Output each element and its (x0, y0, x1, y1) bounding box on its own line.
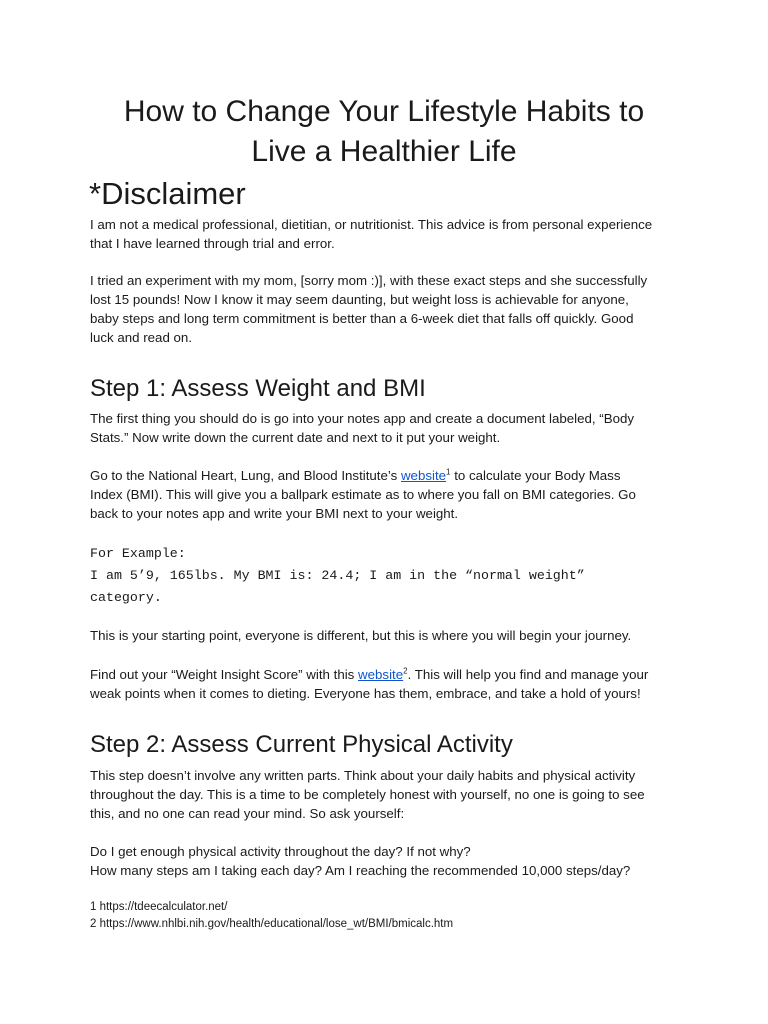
text-fragment: . This will help you find and manage your (407, 667, 649, 682)
footnote-ref-1[interactable]: 1 (446, 467, 451, 477)
text-line: I am not a medical professional, dietitian, or nutritionist. This advice is from personal experience (90, 217, 653, 232)
text-line: Stats.” Now write down the current date and next to it put your weight. (90, 430, 501, 445)
text-line: Index (BMI). This will give you a ballpark estimate as to where you fall on BMI categories. Go (90, 487, 636, 502)
disclaimer-paragraph-1 (90, 215, 690, 253)
text-line: This step doesn’t involve any written parts. Think about your daily habits and physical activity (90, 768, 636, 783)
text-line: luck and read on. (90, 330, 193, 345)
weight-insight-website-link[interactable]: website (358, 667, 404, 682)
question-line: Do I get enough physical activity throughout the day? If not why? (90, 844, 471, 859)
disclaimer-paragraph-2 (90, 271, 690, 347)
example-block (90, 543, 690, 609)
footnote-ref-2[interactable]: 2 (403, 666, 408, 676)
step2-questions (90, 842, 690, 880)
nhlbi-website-link[interactable]: website (400, 468, 447, 483)
text-line: I tried an experiment with my mom, [sorry mom :)], with these exact steps and she successfully (90, 273, 648, 288)
text-line: The first thing you should do is go into your notes app and create a document labeled, “Body (90, 411, 635, 426)
text-fragment: Find out your “Weight Insight Score” with this (90, 667, 359, 682)
title-line-2: Live a Healthier Life (251, 135, 517, 168)
footnote-2: 2 https://www.nhlbi.nih.gov/health/educational/lose_wt/BMI/bmicalc.htm (90, 918, 454, 930)
text-line: that I have learned through trial and error. (90, 236, 335, 251)
page-title (40, 92, 728, 172)
text-line: back to your notes app and write your BMI next to your weight. (90, 506, 459, 521)
step1-paragraph-1 (90, 409, 690, 447)
text-line: throughout the day. This is a time to be completely honest with yourself, no one is going to see (90, 787, 645, 802)
text-fragment: to calculate your Body Mass (450, 468, 621, 483)
question-line: How many steps am I taking each day? Am I reaching the recommended 10,000 steps/day? (90, 863, 631, 878)
disclaimer-heading: *Disclaimer (89, 176, 246, 211)
step1-paragraph-3: This is your starting point, everyone is different, but this is where you will begin your journey. (90, 628, 632, 643)
footnote-1: 1 https://tdeecalculator.net/ (90, 901, 228, 913)
example-line: category. (90, 590, 162, 605)
text-line: lost 15 pounds! Now I know it may seem daunting, but weight loss is achievable for anyone, (90, 292, 629, 307)
text-line: baby steps and long term commitment is better than a 6-week diet that falls off quickly. Good (90, 311, 634, 326)
step2-heading: Step 2: Assess Current Physical Activity (90, 731, 513, 758)
step2-paragraph-1 (90, 766, 690, 823)
step1-paragraph-2 (90, 466, 690, 523)
title-line-1: How to Change Your Lifestyle Habits to (123, 95, 645, 128)
example-line: I am 5’9, 165lbs. My BMI is: 24.4; I am in the “normal weight” (90, 568, 585, 583)
step1-paragraph-4 (90, 665, 690, 703)
text-line: this, and no one can read your mind. So ask yourself: (90, 806, 405, 821)
text-line: weak points when it comes to dieting. Everyone has them, embrace, and take a hold of yours! (90, 686, 641, 701)
step1-heading: Step 1: Assess Weight and BMI (90, 375, 426, 402)
example-label: For Example: (90, 546, 186, 561)
text-fragment: Go to the National Heart, Lung, and Blood Institute’s (90, 468, 401, 483)
